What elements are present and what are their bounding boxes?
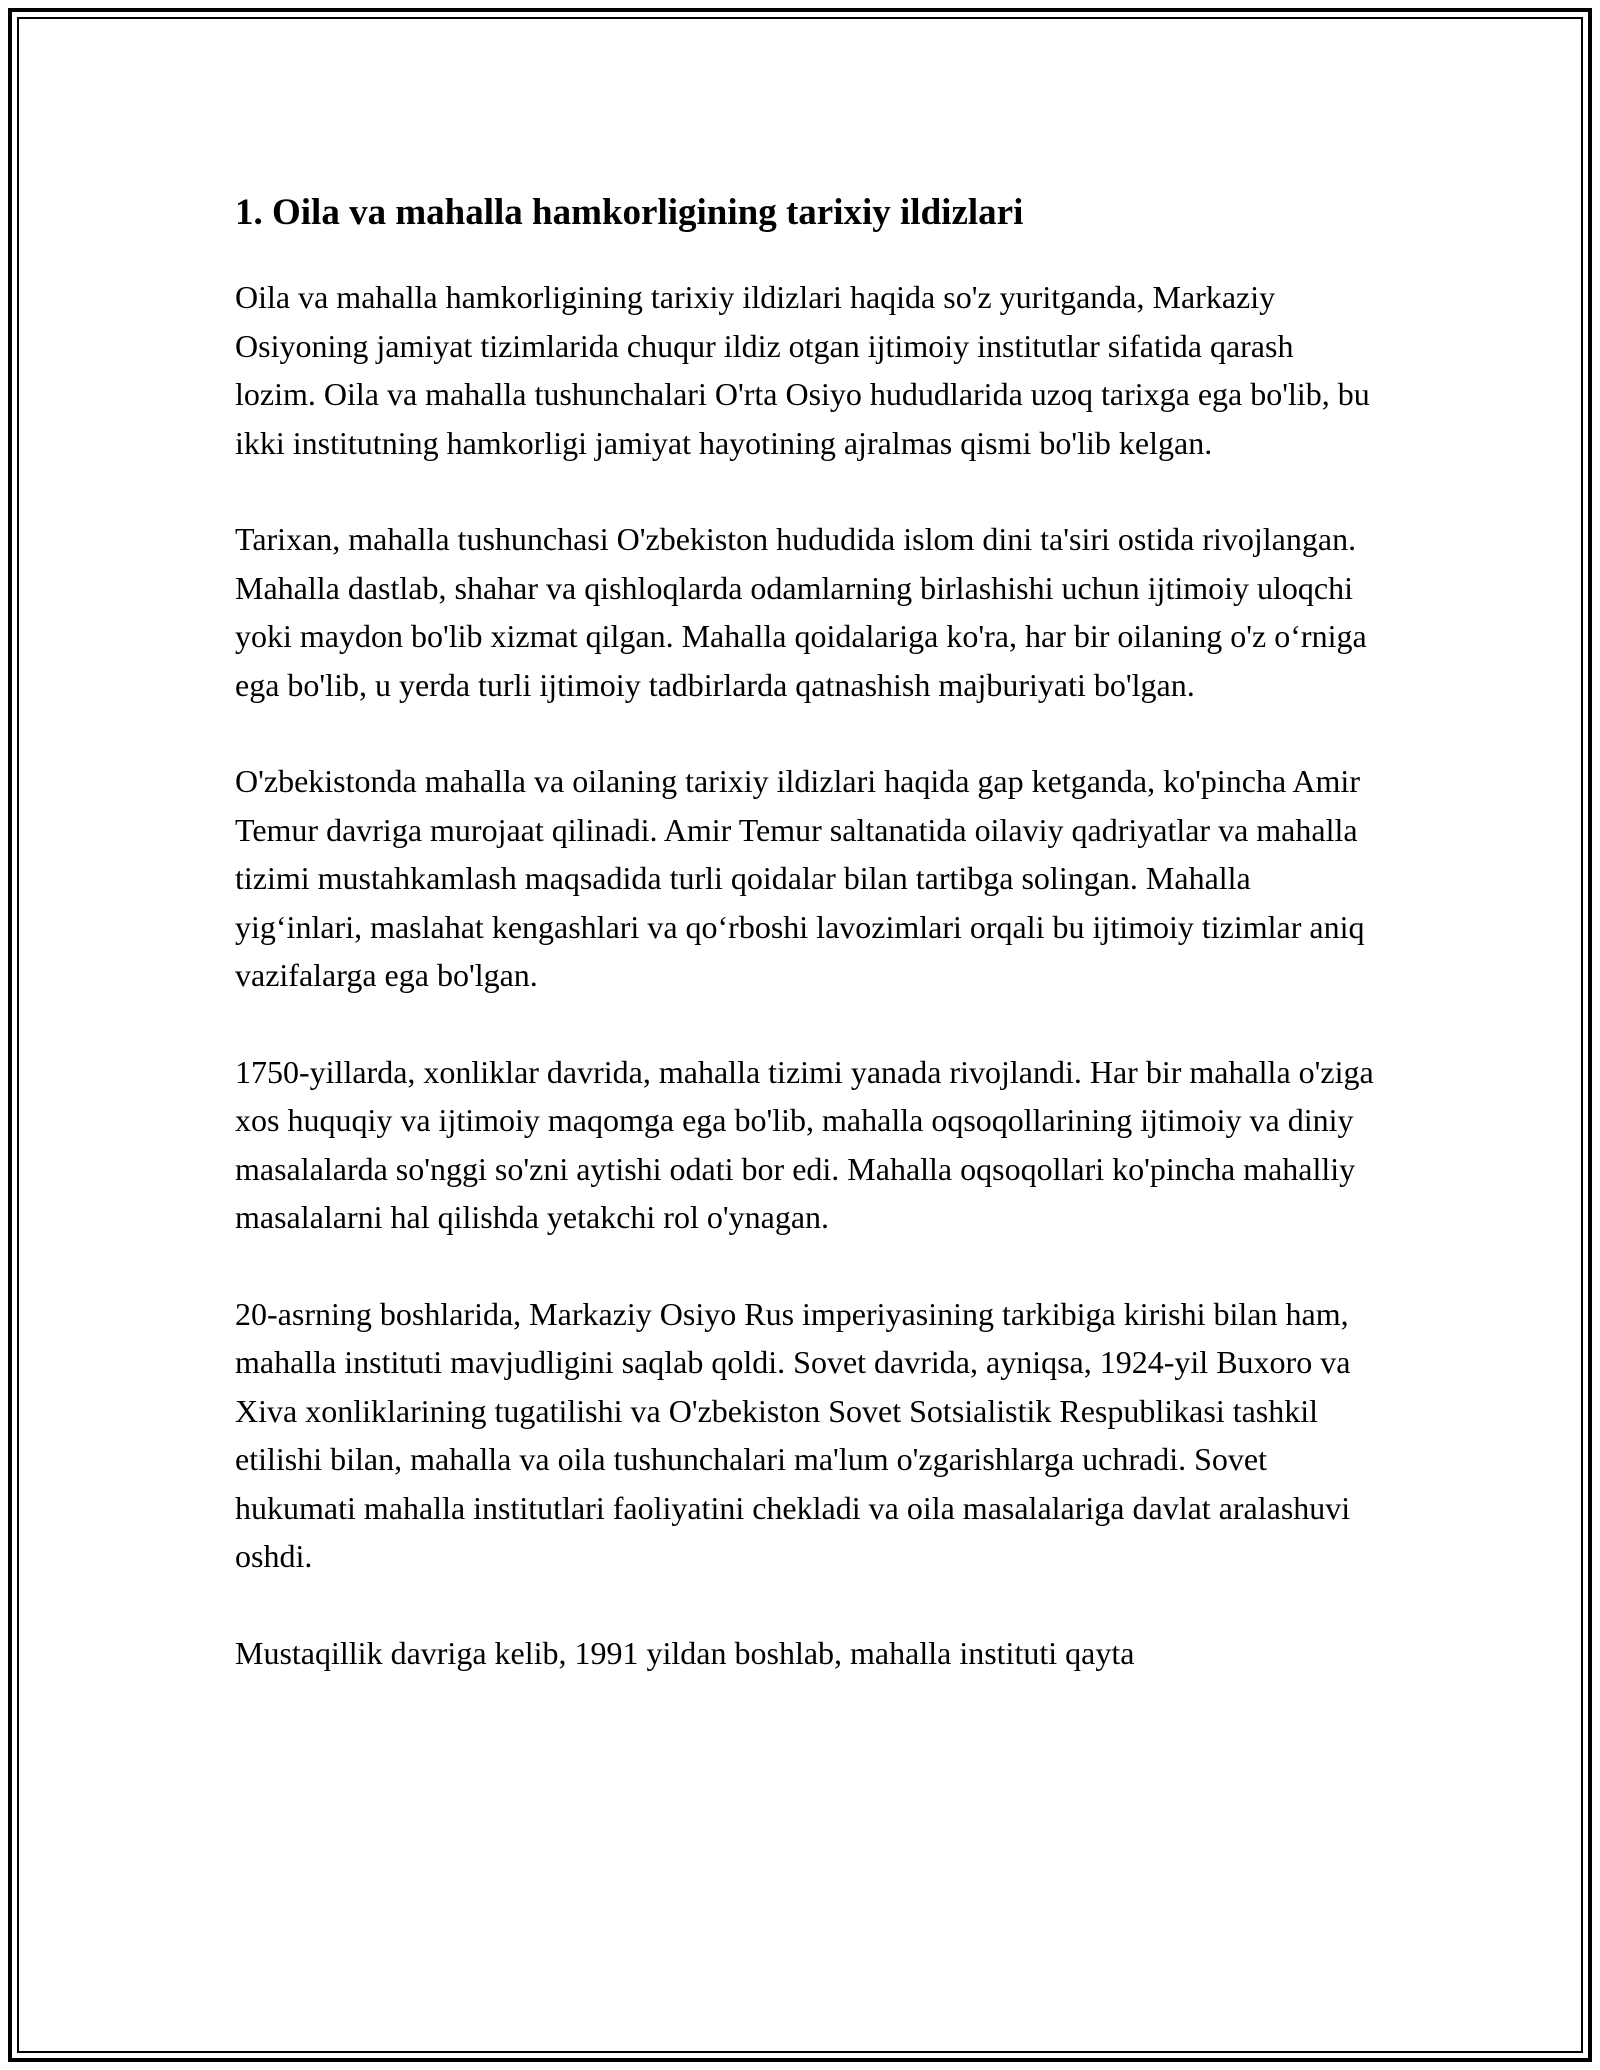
paragraph-2: Tarixan, mahalla tushunchasi O'zbekiston hududida islom dini ta'siri ostida rivojlangan. Mahalla dastlab, shahar va qishloqlarda odamlarning birlashishi uchun ijtimoiy uloqchi yoki maydon bo'lib xizmat qilgan. Mahalla qoidalariga ko'ra, har bir oilaning o'z o‘rniga ega bo'lib, u yerda turli ijtimoiy tadbirlarda qatnashish majburiyati bo'lgan. <box>235 521 1367 703</box>
paragraph-6: Mustaqillik davriga kelib, 1991 yildan boshlab, mahalla instituti qayta <box>235 1634 1135 1671</box>
paragraph-4: 1750-yillarda, xonliklar davrida, mahalla tizimi yanada rivojlandi. Har bir mahalla o'ziga xos huquqiy va ijtimoiy maqomga ega bo'lib, mahalla oqsoqollarining ijtimoiy va diniy masalalarda so'nggi so'zni aytishi odati bor edi. Mahalla oqsoqollari ko'pincha mahalliy masalalarni hal qilishda yetakchi rol o'ynagan. <box>235 1053 1374 1235</box>
paragraph-1: Oila va mahalla hamkorligining tarixiy ildizlari haqida so'z yuritganda, Markaziy Osiyoning jamiyat tizimlarida chuqur ildiz otgan ijtimoiy institutlar sifatida qarash lozim. Oila va mahalla tushunchalari O'rta Osiyo hududlarida uzoq tarixga ega bo'lib, bu ikki institutning hamkorligi jamiyat hayotining ajralmas qismi bo'lib kelgan. <box>235 279 1370 461</box>
paragraph-5: 20-asrning boshlarida, Markaziy Osiyo Rus imperiyasining tarkibiga kirishi bilan ham, mahalla instituti mavjudligini saqlab qoldi. Sovet davrida, ayniqsa, 1924-yil Buxoro va Xiva xonliklarining tugatilishi va O'zbekiston Sovet Sotsialistik Respublikasi tashkil etilishi bilan, mahalla va oila tushunchalari ma'lum o'zgarishlarga uchradi. Sovet hukumati mahalla institutlari faoliyatini chekladi va oila masalalariga davlat aralashuvi oshdi. <box>235 1295 1351 1574</box>
document-body <box>235 183 1375 1725</box>
paragraph-3: O'zbekistonda mahalla va oilaning tarixiy ildizlari haqida gap ketganda, ko'pincha Amir Temur davriga murojaat qilinadi. Amir Temur saltanatida oilaviy qadriyatlar va mahalla tizimi mustahkamlash maqsadida turli qoidalar bilan tartibga solingan. Mahalla yig‘inlari, maslahat kengashlari va qo‘rboshi lavozimlari orqali bu ijtimoiy tizimlar aniq vazifalarga ega bo'lgan. <box>235 763 1365 993</box>
section-heading: 1. Oila va mahalla hamkorligining tarixiy ildizlari <box>235 192 1024 233</box>
